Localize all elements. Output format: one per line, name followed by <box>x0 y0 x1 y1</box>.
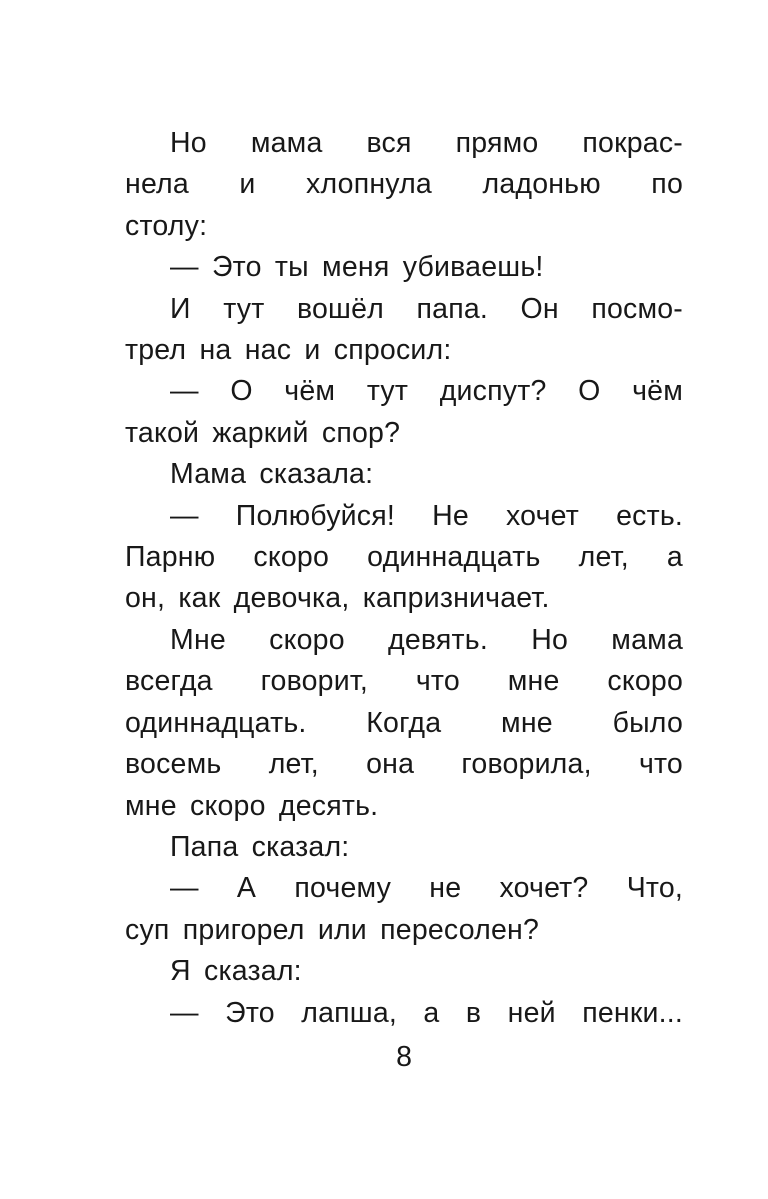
text-line: — Это лапша, а в ней пенки... <box>170 996 683 1029</box>
text-line: — А почему не хочет? Что, <box>170 872 683 905</box>
text-line: восемь лет, она говорила, что <box>125 748 683 781</box>
paragraph <box>125 993 683 1034</box>
text-line: — Полюбуйся! Не хочет есть. <box>170 499 683 532</box>
text-line: нела и хлопнула ладонью по <box>125 168 683 201</box>
paragraph <box>125 827 683 868</box>
text-line: Парню скоро одиннадцать лет, а <box>125 541 683 574</box>
page-number: 8 <box>396 1041 412 1073</box>
paragraph <box>125 496 683 620</box>
text-line: трел на нас и спросил: <box>125 334 452 367</box>
text-line: мне скоро десять. <box>125 789 379 822</box>
paragraph <box>125 123 683 247</box>
paragraph <box>125 289 683 372</box>
text-line: суп пригорел или пересолен? <box>125 913 540 946</box>
paragraph <box>125 868 683 951</box>
text-line: Мне скоро девять. Но мама <box>170 623 683 656</box>
text-line: Я сказал: <box>170 955 302 988</box>
paragraph <box>125 454 683 495</box>
text-line: такой жаркий спор? <box>125 416 401 449</box>
paragraph <box>125 247 683 288</box>
text-line: всегда говорит, что мне скоро <box>125 665 683 698</box>
story-text <box>125 123 683 1034</box>
text-line: — О чём тут диспут? О чём <box>170 375 683 408</box>
text-line: Но мама вся прямо покрас- <box>170 127 683 159</box>
text-line: Мама сказала: <box>170 458 374 491</box>
text-line: И тут вошёл папа. Он посмо- <box>170 292 683 325</box>
paragraph <box>125 371 683 454</box>
paragraph <box>125 951 683 992</box>
text-line: столу: <box>125 209 208 242</box>
text-line: одиннадцать. Когда мне было <box>125 706 683 739</box>
text-line: Папа сказал: <box>170 830 350 863</box>
text-line: — Это ты меня убиваешь! <box>170 251 544 284</box>
paragraph <box>125 620 683 827</box>
text-line: он, как девочка, капризничает. <box>125 582 550 615</box>
